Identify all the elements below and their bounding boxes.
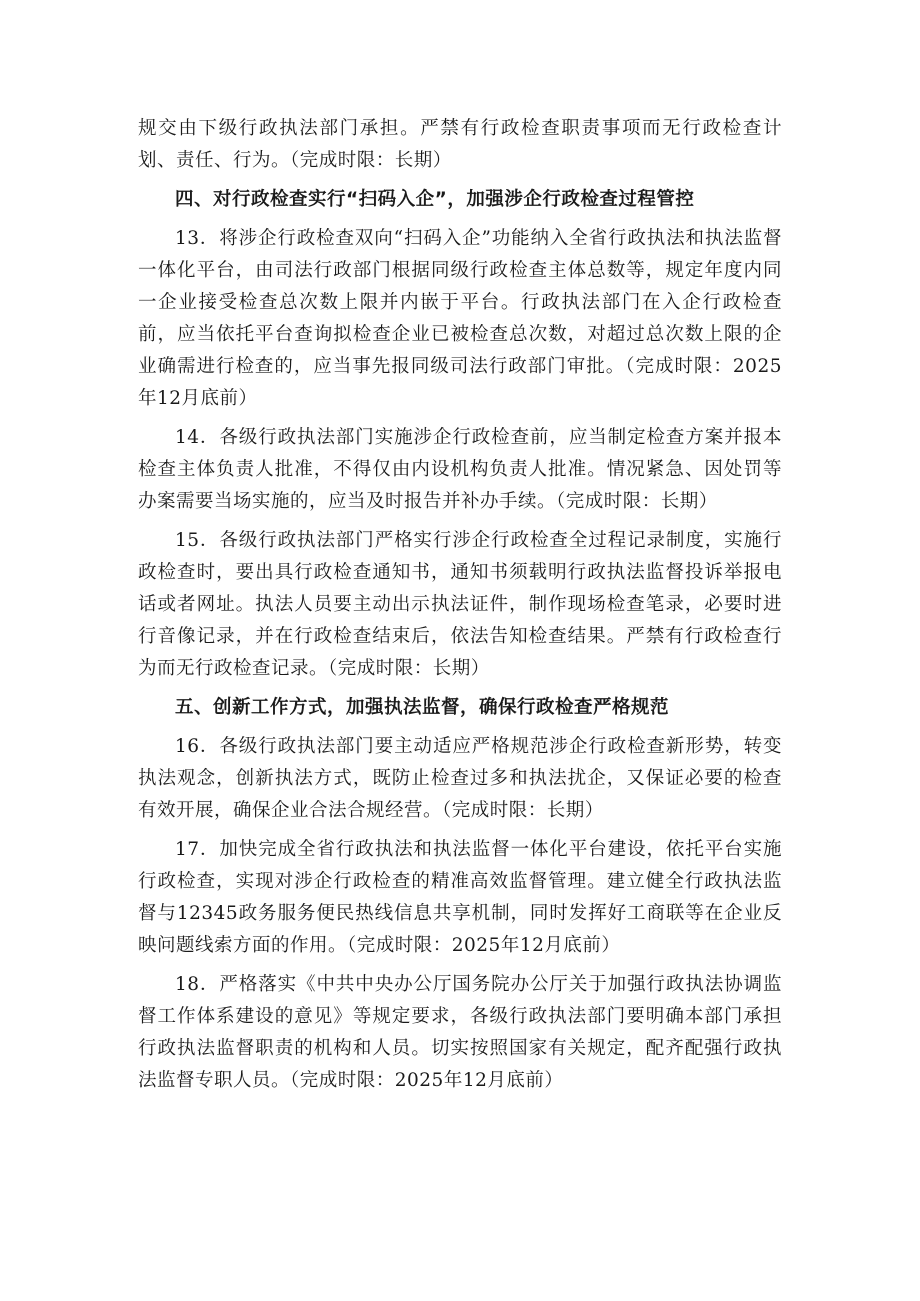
document-page <box>138 113 782 1104</box>
paragraph-item-13: 13．将涉企行政检查双向“扫码入企”功能纳入全省行政执法和执法监督一体化平台，由司法行政部门根据同级行政检查主体总数等，规定年度内同一企业接受检查总次数上限并内嵌于平台。行政执法部门在入企行政检查前，应当依托平台查询拟检查企业已被检查总次数，对超过总次数上限的企业确需进行检查的，应当事先报同级司法行政部门审批。（完成时限：2025年12月底前） <box>138 228 782 409</box>
paragraph-item-17: 17．加快完成全省行政执法和执法监督一体化平台建设，依托平台实施行政检查，实现对涉企行政检查的精准高效监督管理。建立健全行政执法监督与12345政务服务便民热线信息共享机制，同时发挥好工商联等在企业反映问题线索方面的作用。（完成时限：2025年12月底前） <box>138 839 782 956</box>
paragraph-item-14: 14．各级行政执法部门实施涉企行政检查前，应当制定检查方案并报本检查主体负责人批准，不得仅由内设机构负责人批准。情况紧急、因处罚等办案需要当场实施的，应当及时报告并补办手续。（完成时限：长期） <box>138 427 782 512</box>
paragraph-item-18: 18．严格落实《中共中央办公厅国务院办公厅关于加强行政执法协调监督工作体系建设的意见》等规定要求，各级行政执法部门要明确本部门承担行政执法监督职责的机构和人员。切实按照国家有关规定，配齐配强行政执法监督专职人员。（完成时限：2025年12月底前） <box>138 974 782 1091</box>
section-heading-4: 四、对行政检查实行“扫码入企”，加强涉企行政检查过程管控 <box>175 189 695 210</box>
paragraph-item-15: 15．各级行政执法部门严格实行涉企行政检查全过程记录制度，实施行政检查时，要出具行政检查通知书，通知书须载明行政执法监督投诉举报电话或者网址。执法人员要主动出示执法证件，制作现场检查笔录，必要时进行音像记录，并在行政检查结束后，依法告知检查结果。严禁有行政检查行为而无行政检查记录。（完成时限：长期） <box>138 530 782 679</box>
section-heading-5: 五、创新工作方式，加强执法监督，确保行政检查严格规范 <box>175 697 670 718</box>
paragraph-item-16: 16．各级行政执法部门要主动适应严格规范涉企行政检查新形势，转变执法观念，创新执法方式，既防止检查过多和执法扰企，又保证必要的检查有效开展，确保企业合法合规经营。（完成时限：长期） <box>138 736 782 821</box>
paragraph-continuation: 规交由下级行政执法部门承担。严禁有行政检查职责事项而无行政检查计划、责任、行为。（完成时限：长期） <box>138 118 782 171</box>
